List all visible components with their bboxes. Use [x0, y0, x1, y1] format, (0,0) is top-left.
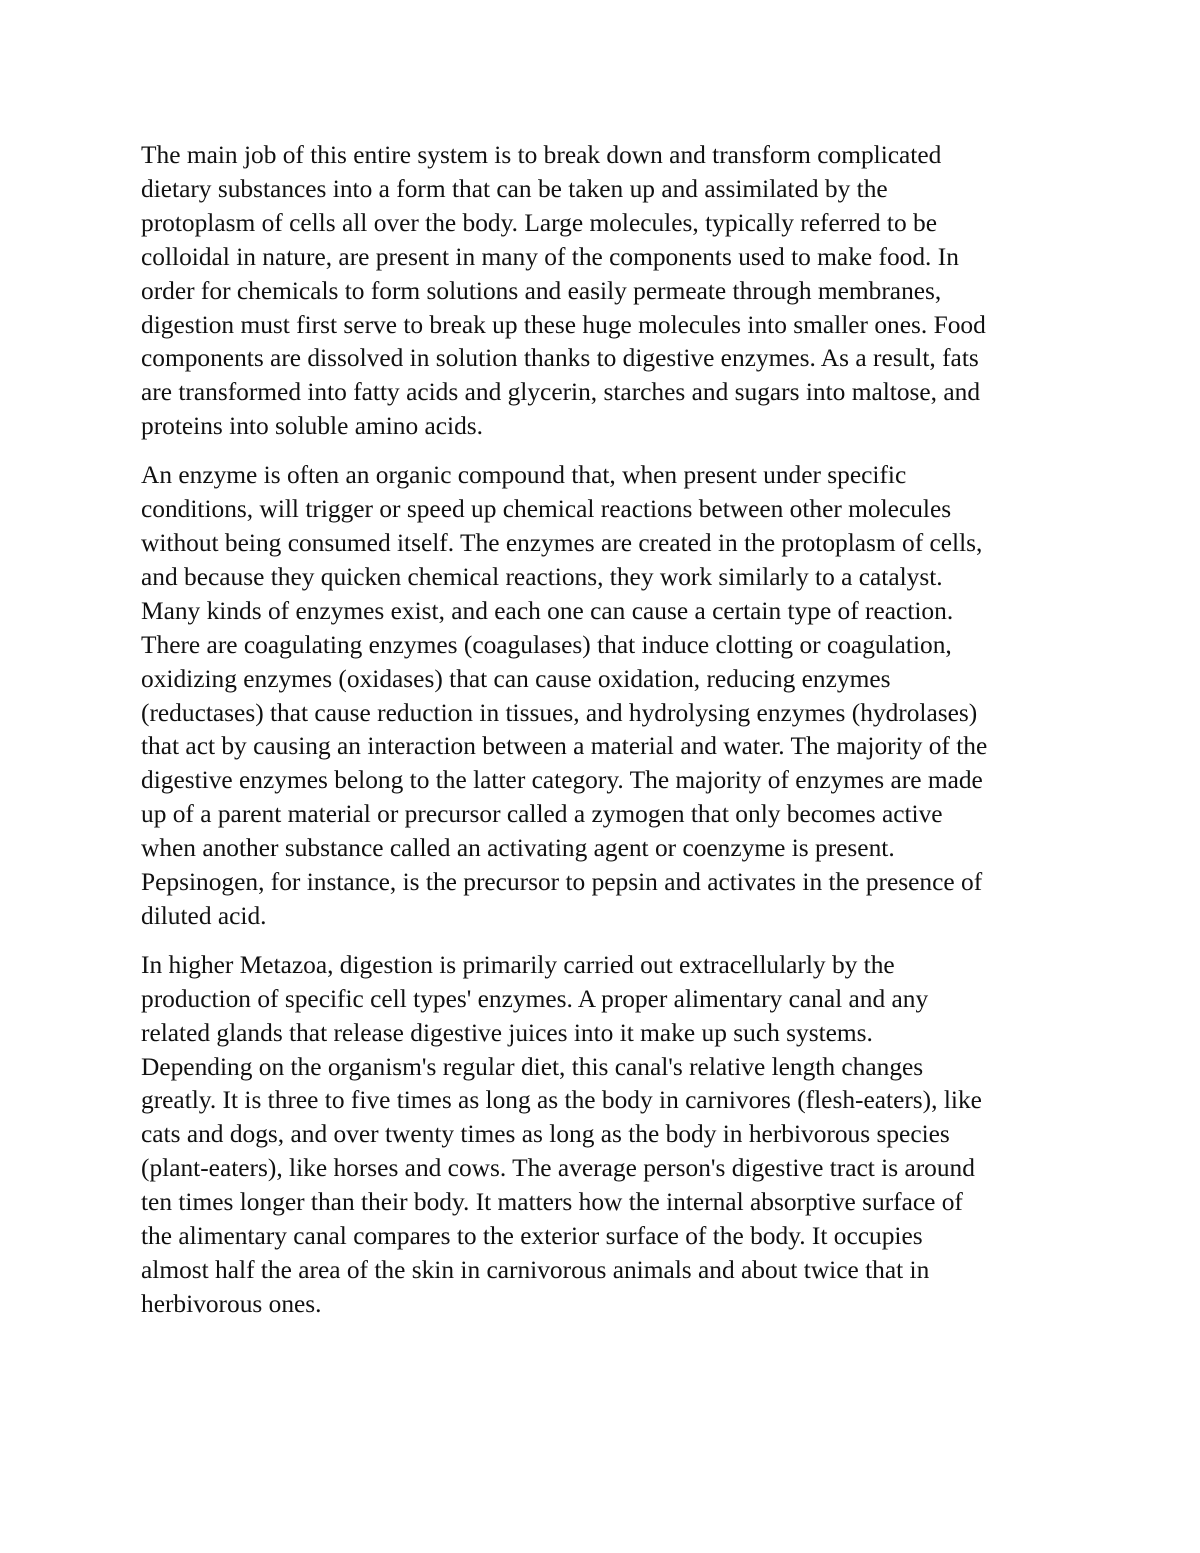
text-line: herbivorous ones.: [141, 1289, 322, 1318]
text-line: without being consumed itself. The enzymes are created in the protoplasm of cells,: [141, 528, 983, 557]
text-line: diluted acid.: [141, 901, 267, 930]
text-line: almost half the area of the skin in carnivorous animals and about twice that in: [141, 1256, 930, 1284]
text-line: digestive enzymes belong to the latter category. The majority of enzymes are made: [141, 766, 983, 795]
text-line: and because they quicken chemical reactions, they work similarly to a catalyst.: [141, 562, 943, 591]
text-line: are transformed into fatty acids and glycerin, starches and sugars into maltose, and: [141, 378, 981, 407]
text-line: There are coagulating enzymes (coagulases) that induce clotting or coagulation,: [141, 630, 952, 659]
document-body: [141, 139, 1066, 1337]
paragraph-3: [141, 949, 1066, 1322]
text-line: cats and dogs, and over twenty times as long as the body in herbivorous species: [141, 1120, 950, 1149]
text-line: protoplasm of cells all over the body. Large molecules, typically referred to be: [141, 208, 937, 237]
text-line: proteins into soluble amino acids.: [141, 412, 484, 441]
text-line: dietary substances into a form that can be taken up and assimilated by the: [141, 174, 888, 203]
text-line: In higher Metazoa, digestion is primarily carried out extracellularly by the: [141, 950, 895, 979]
text-line: greatly. It is three to five times as long as the body in carnivores (flesh-eaters), like: [141, 1086, 982, 1115]
text-line: Many kinds of enzymes exist, and each one can cause a certain type of reaction.: [141, 596, 954, 625]
text-line: digestion must first serve to break up these huge molecules into smaller ones. Food: [141, 310, 986, 339]
text-line: the alimentary canal compares to the exterior surface of the body. It occupies: [141, 1222, 923, 1251]
text-line: (plant-eaters), like horses and cows. The average person's digestive tract is around: [141, 1154, 975, 1183]
paragraph-2: [141, 459, 1066, 934]
text-line: that act by causing an interaction between a material and water. The majority of the: [141, 732, 988, 761]
text-line: colloidal in nature, are present in many of the components used to make food. In: [141, 242, 959, 271]
text-line: Depending on the organism's regular diet, this canal's relative length changes: [141, 1052, 924, 1081]
text-line: when another substance called an activating agent or coenzyme is present.: [141, 834, 895, 863]
paragraph-1: [141, 139, 1066, 444]
text-line: order for chemicals to form solutions and easily permeate through membranes,: [141, 276, 942, 305]
text-line: oxidizing enzymes (oxidases) that can cause oxidation, reducing enzymes: [141, 664, 891, 693]
text-line: conditions, will trigger or speed up chemical reactions between other molecules: [141, 495, 952, 524]
text-line: The main job of this entire system is to break down and transform complicated: [141, 141, 942, 169]
text-line: An enzyme is often an organic compound that, when present under specific: [141, 461, 907, 490]
text-line: components are dissolved in solution thanks to digestive enzymes. As a result, fats: [141, 344, 979, 373]
text-line: (reductases) that cause reduction in tissues, and hydrolysing enzymes (hydrolases): [141, 698, 978, 727]
text-line: production of specific cell types' enzymes. A proper alimentary canal and any: [141, 984, 929, 1013]
text-line: related glands that release digestive juices into it make up such systems.: [141, 1018, 873, 1047]
text-line: Pepsinogen, for instance, is the precursor to pepsin and activates in the presence of: [141, 868, 983, 897]
text-line: up of a parent material or precursor called a zymogen that only becomes active: [141, 800, 943, 829]
text-line: ten times longer than their body. It matters how the internal absorptive surface of: [141, 1188, 963, 1217]
